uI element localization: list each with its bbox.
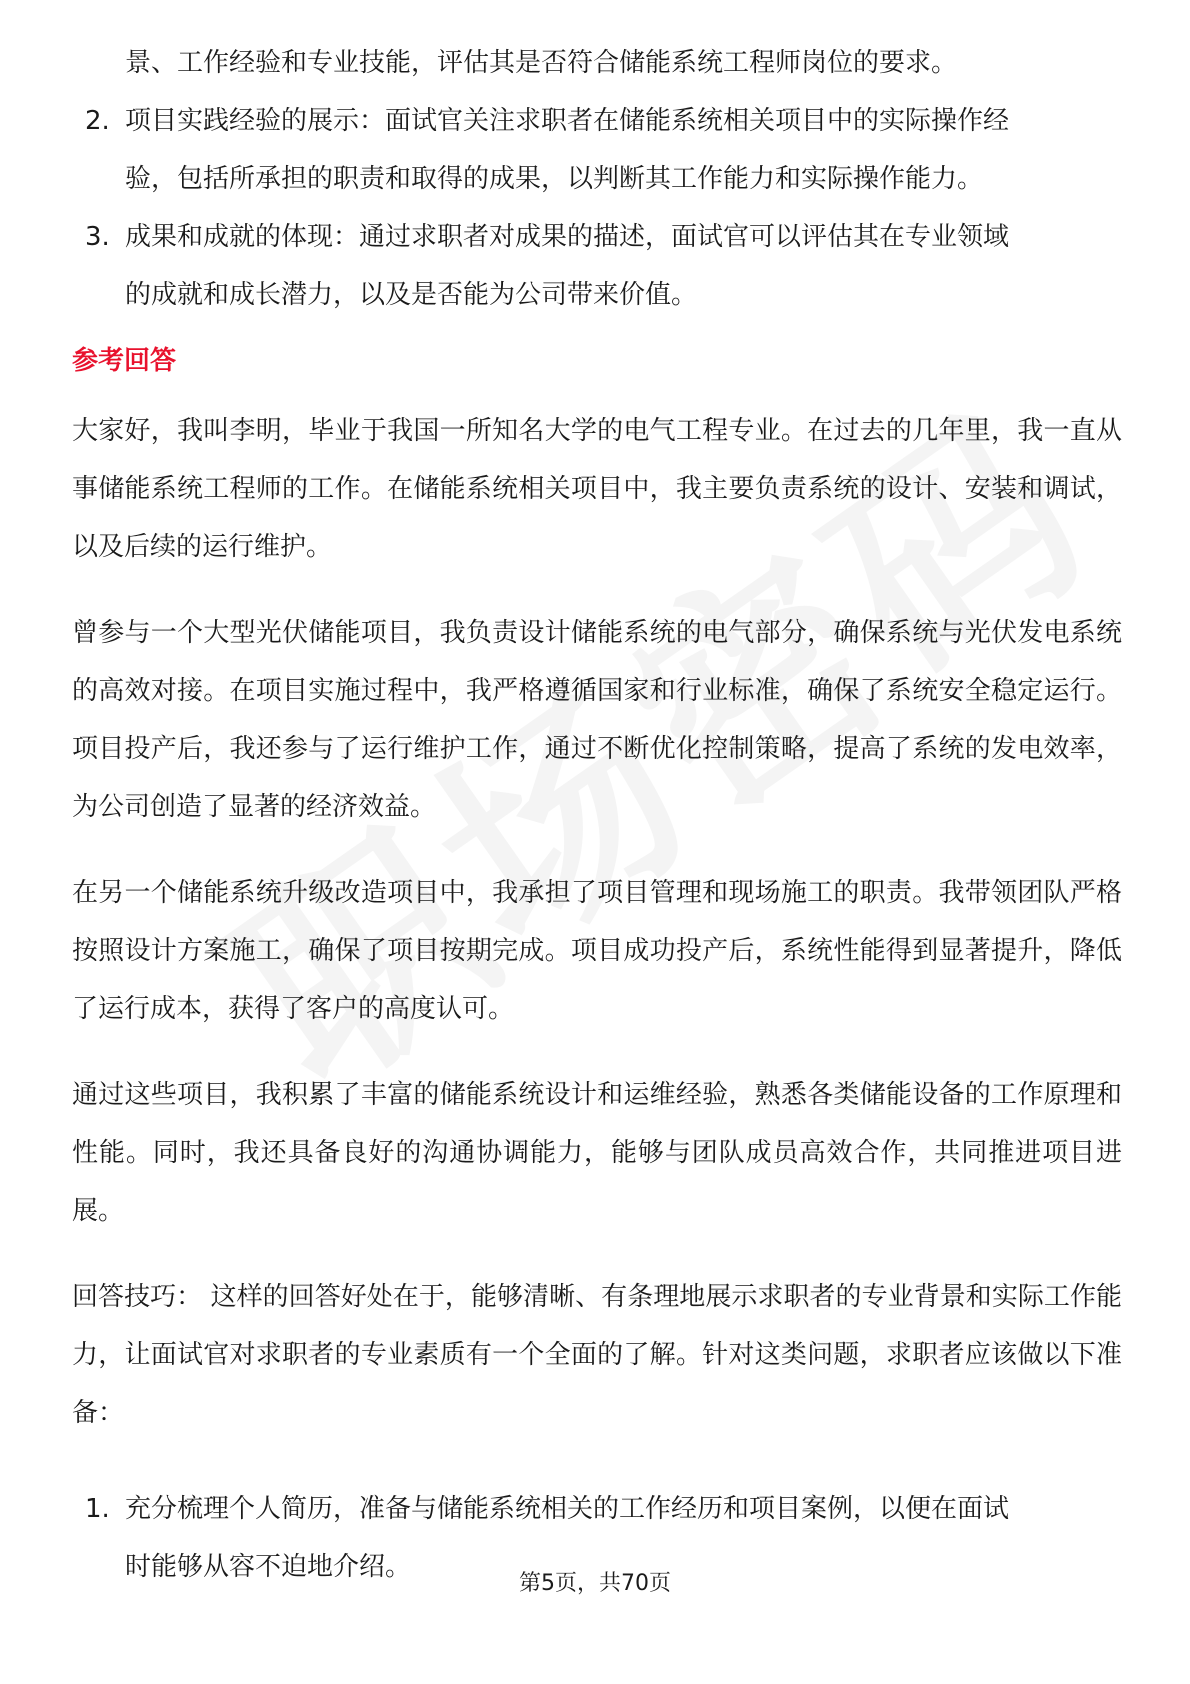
- list-item-continuation: 景、工作经验和专业技能，评估其是否符合储能系统工程师岗位的要求。: [125, 48, 958, 78]
- section-heading: 参考回答: [72, 346, 177, 376]
- answer-paragraph: 曾参与一个大型光伏储能项目，我负责设计储能系统的电气部分，确保系统与光伏发电系统的高效对接。在项目实施过程中，我严格遵循国家和行业标准，确保了系统安全稳定运行。项目投产后，我还参与了运行维护工作，通过不断优化控制策略，提高了系统的发电效率，为公司创造了显著的经济效益。: [72, 618, 1122, 822]
- tips-paragraph: 回答技巧： 这样的回答好处在于，能够清晰、有条理地展示求职者的专业背景和实际工作能力，让面试官对求职者的专业素质有一个全面的了解。针对这类问题，求职者应该做以下准备：: [72, 1282, 1122, 1428]
- list-item-text-line: 验，包括所承担的职责和取得的成果，以判断其工作能力和实际操作能力。: [125, 164, 984, 194]
- list-item: [72, 92, 1122, 208]
- answer-paragraph: 大家好，我叫李明，毕业于我国一所知名大学的电气工程专业。在过去的几年里，我一直从事储能系统工程师的工作。在储能系统相关项目中，我主要负责系统的设计、安装和调试，以及后续的运行维护。: [72, 416, 1122, 562]
- page-number: 第5页，共70页: [519, 1571, 671, 1596]
- page-content: [72, 34, 1122, 1596]
- answer-paragraph: 在另一个储能系统升级改造项目中，我承担了项目管理和现场施工的职责。我带领团队严格按照设计方案施工，确保了项目按期完成。项目成功投产后，系统性能得到显著提升，降低了运行成本，获得了客户的高度认可。: [72, 878, 1122, 1024]
- list-item-text-line: 充分梳理个人简历，准备与储能系统相关的工作经历和项目案例，以便在面试: [125, 1494, 1010, 1524]
- list-number: 2.: [85, 106, 110, 136]
- list-item-text-line: 成果和成就的体现：通过求职者对成果的描述，面试官可以评估其在专业领域: [125, 222, 1010, 252]
- list-item: [72, 208, 1122, 324]
- list-number: 1.: [85, 1494, 110, 1524]
- list-item-text-line: 的成就和成长潜力，以及是否能为公司带来价值。: [125, 280, 698, 310]
- answer-paragraph: 通过这些项目，我积累了丰富的储能系统设计和运维经验，熟悉各类储能设备的工作原理和性能。同时，我还具备良好的沟通协调能力，能够与团队成员高效合作，共同推进项目进展。: [72, 1080, 1122, 1226]
- list-item-text-line: 时能够从容不迫地介绍。: [125, 1552, 412, 1582]
- list-item-text-line: 项目实践经验的展示：面试官关注求职者在储能系统相关项目中的实际操作经: [125, 106, 1010, 136]
- list-number: 3.: [85, 222, 110, 252]
